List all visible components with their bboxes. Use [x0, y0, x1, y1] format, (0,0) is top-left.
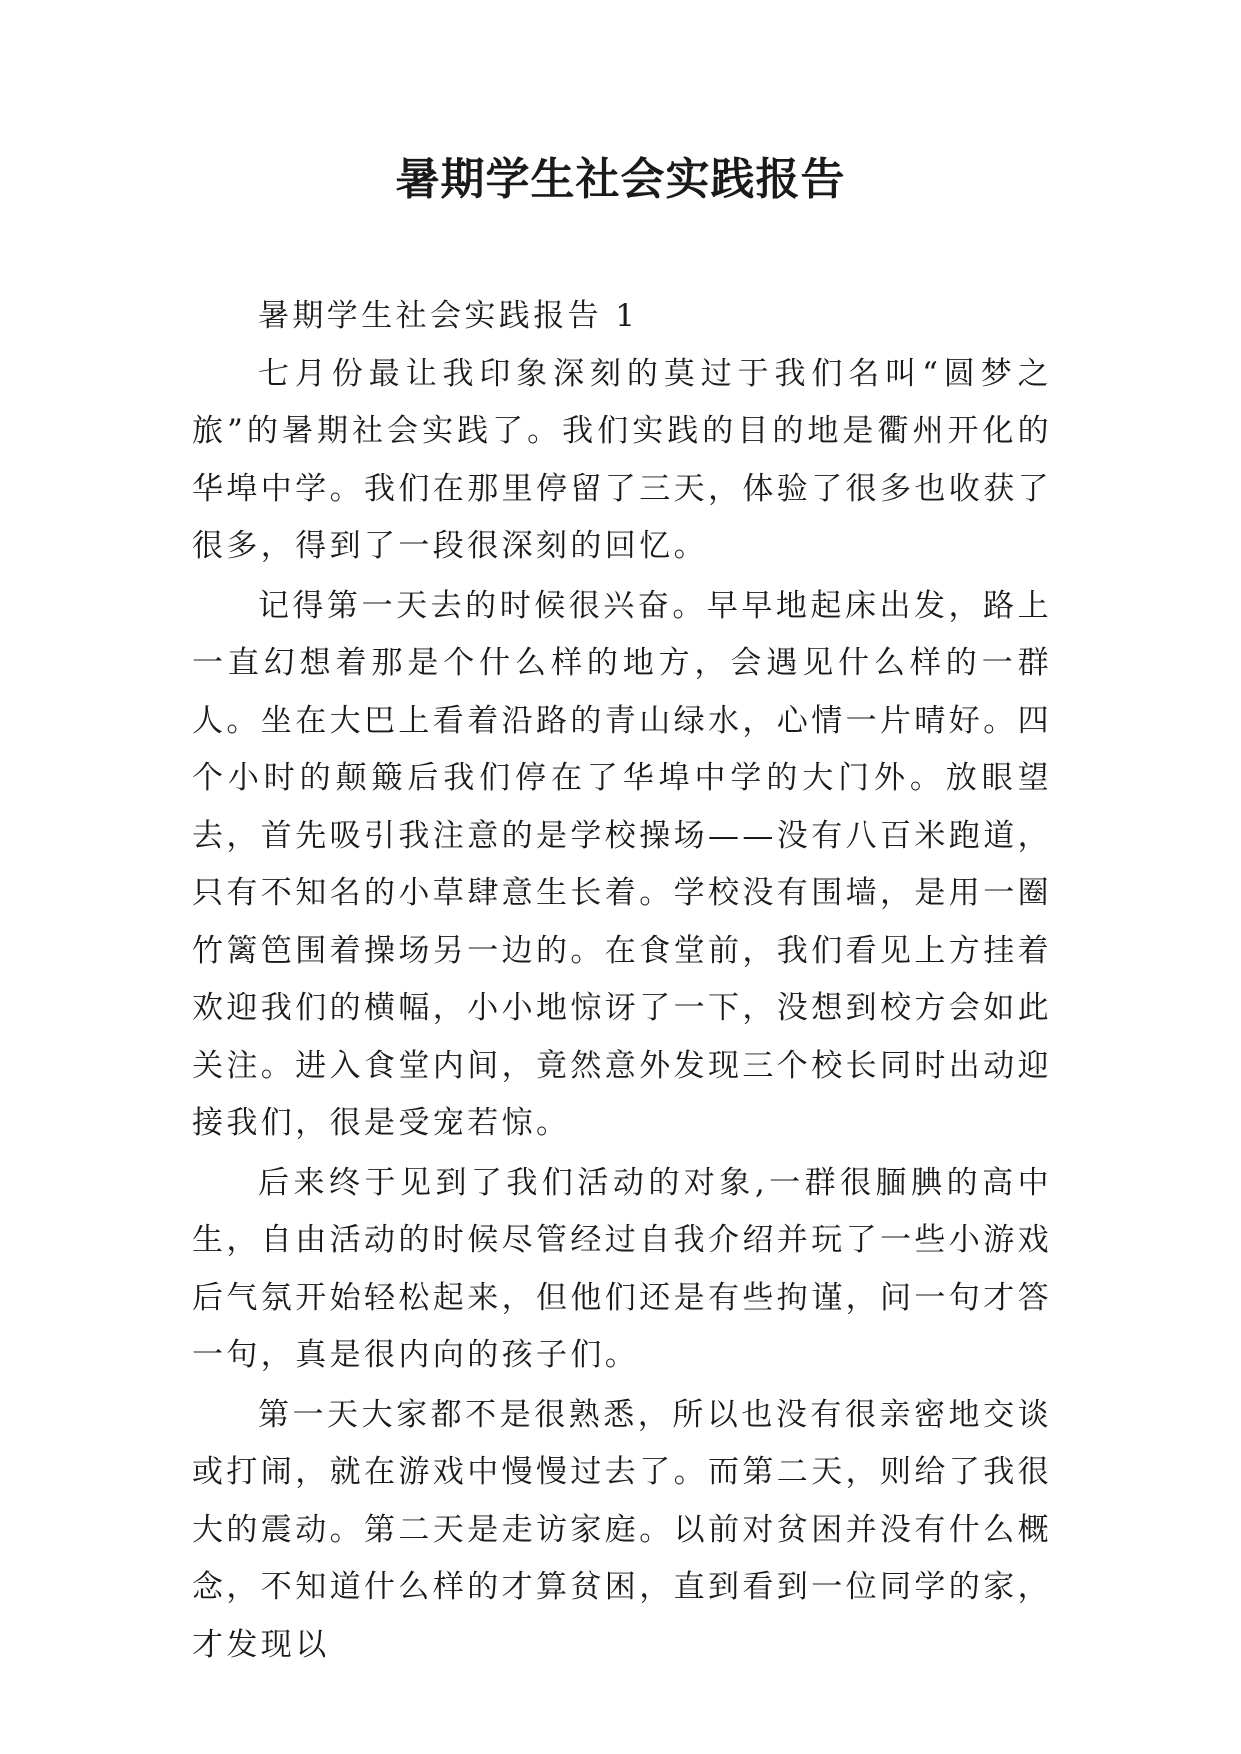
paragraph: 记得第一天去的时候很兴奋。早早地起床出发，路上一直幻想着那是个什么样的地方，会遇见什么样的一群人。坐在大巴上看着沿路的青山绿水，心情一片晴好。四个小时的颠簸后我们停在了华埠中学的大门外。放眼望去，首先吸引我注意的是学校操场——没有八百米跑道，只有不知名的小草肆意生长着。学校没有围墙，是用一圈竹篱笆围着操场另一边的。在食堂前，我们看见上方挂着欢迎我们的横幅，小小地惊讶了一下，没想到校方会如此关注。进入食堂内间，竟然意外发现三个校长同时出动迎接我们，很是受宠若惊。	[192, 587, 1052, 1141]
section-heading: 暑期学生社会实践报告 1	[258, 298, 639, 334]
document-body	[192, 288, 1052, 1676]
document-title: 暑期学生社会实践报告	[395, 154, 846, 205]
paragraph: 后来终于见到了我们活动的对象,一群很腼腆的高中生，自由活动的时候尽管经过自我介绍并玩了一些小游戏后气氛开始轻松起来，但他们还是有些拘谨，问一句才答一句，真是很内向的孩子们。	[192, 1164, 1052, 1373]
paragraph: 七月份最让我印象深刻的莫过于我们名叫“圆梦之旅”的暑期社会实践了。我们实践的目的地是衢州开化的华埠中学。我们在那里停留了三天，体验了很多也收获了很多，得到了一段很深刻的回忆。	[192, 355, 1052, 564]
paragraph: 第一天大家都不是很熟悉，所以也没有很亲密地交谈或打闹，就在游戏中慢慢过去了。而第二天，则给了我很大的震动。第二天是走访家庭。以前对贫困并没有什么概念，不知道什么样的才算贫困，直到看到一位同学的家，才发现以	[192, 1396, 1052, 1663]
